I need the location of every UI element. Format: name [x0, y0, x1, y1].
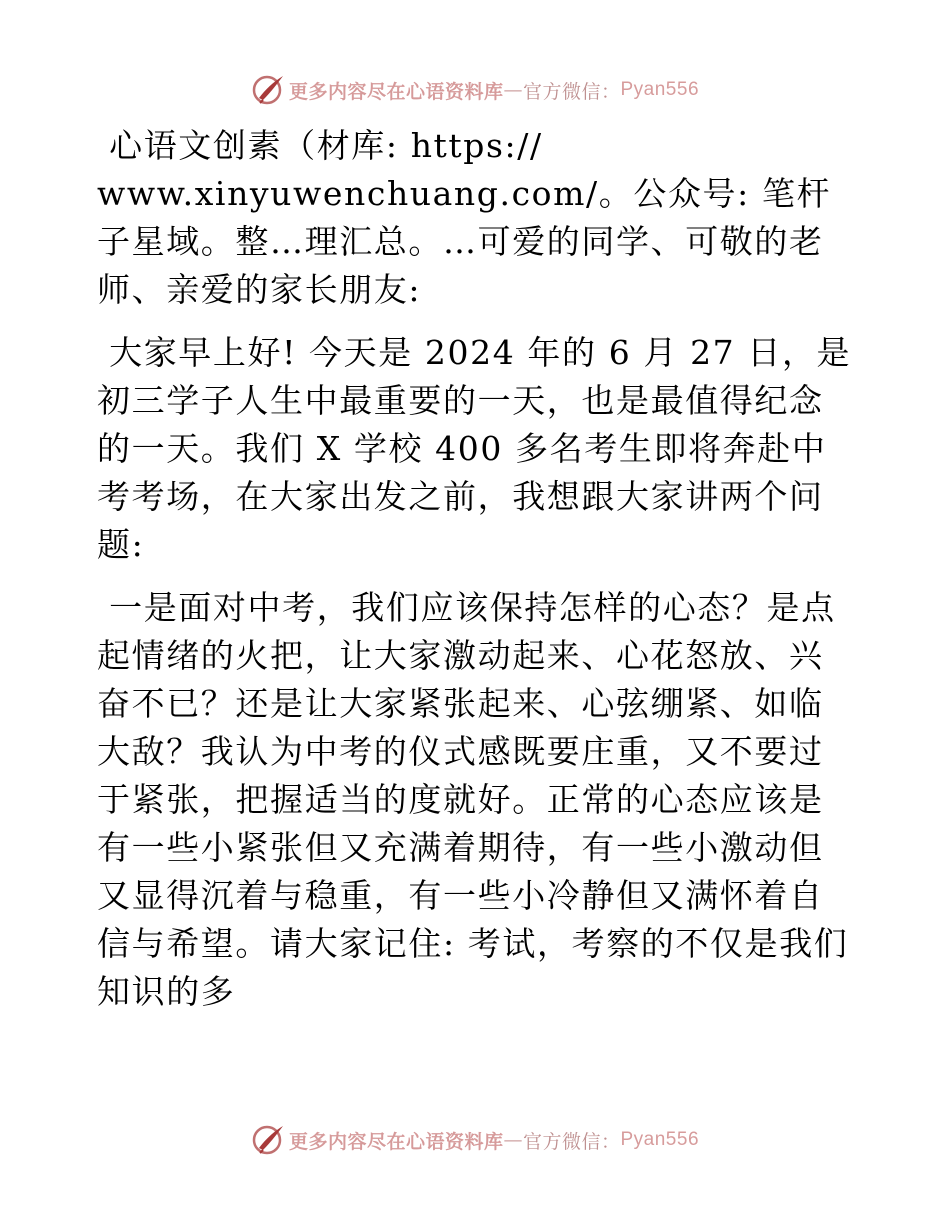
quill-logo-icon: [251, 1122, 287, 1158]
header-dash: —: [503, 79, 523, 101]
footer-wechat-label: 官方微信：: [522, 1130, 621, 1153]
quill-logo-icon: [251, 72, 287, 108]
paragraph-3: 一是面对中考，我们应该保持怎样的心态？是点起情绪的火把，让大家激动起来、心花怒放、兴奋不已？还是让大家紧张起来、心弦绷紧、如临大敌？我认为中考的仪式感既要庄重，又不要过于紧张，把握适当的度就好。正常的心态应该是有一些小紧张但又充满着期待，有一些小激动但又显得沉着与稳重，有一些小冷静但又满怀着自信与希望。请大家记住: 考试，考察的不仅是我们知识的多: [97, 588, 849, 1011]
body-text: [97, 122, 857, 1031]
header-wechat-label: 官方微信：: [522, 80, 621, 103]
header-site-text: 更多内容尽在心语资料库: [288, 80, 504, 103]
header-wechat-id: Pyan556: [620, 79, 700, 100]
footer-site-text: 更多内容尽在心语资料库: [288, 1130, 504, 1153]
footer-wechat-id: Pyan556: [620, 1129, 700, 1150]
paragraph-2: 大家早上好! 今天是 2024 年的 6 月 27 日，是初三学子人生中最重要的一天，也是最值得纪念的一天。我们 X 学校 400 多名考生即将奔赴中考考场，在大家出发之前，我想跟大家讲两个问题:: [97, 333, 852, 564]
paragraph-1: 心语文创素（材库: https:// www.xinyuwenchuang.com/。公众号: 笔杆子星域。整…理汇总。…可爱的同学、可敬的老师、亲爱的家长朋友:: [97, 126, 832, 309]
header-banner: [0, 72, 950, 108]
footer-dash: —: [503, 1129, 523, 1151]
footer-banner: [0, 1122, 950, 1158]
